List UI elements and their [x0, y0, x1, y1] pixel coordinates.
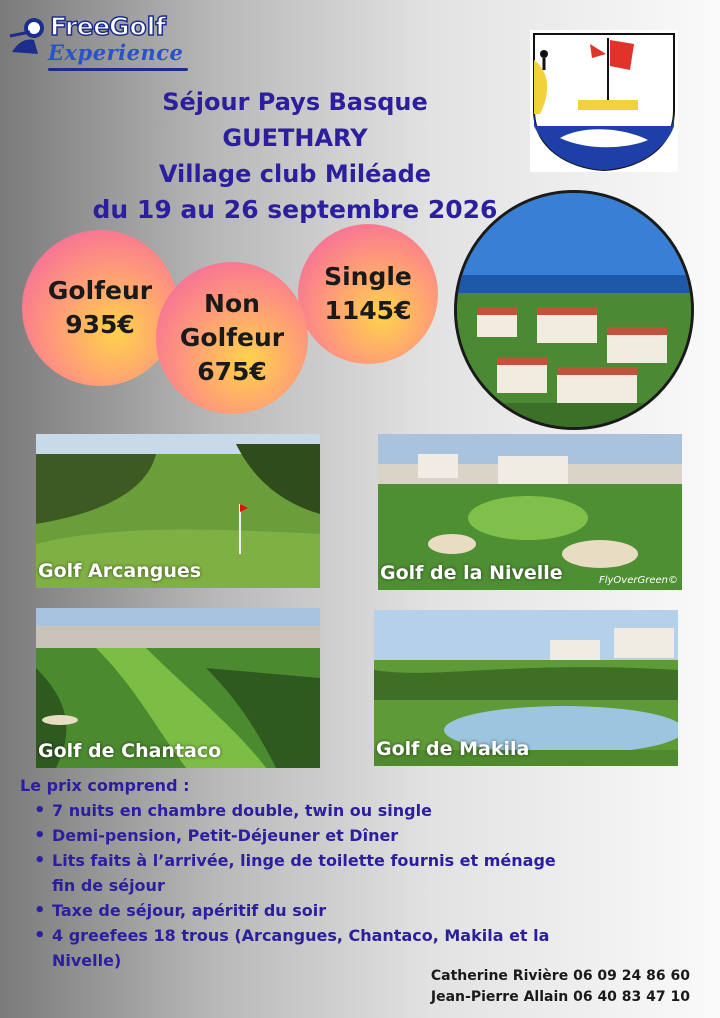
- list-item: • Demi-pension, Petit-Déjeuner et Dîner: [32, 823, 580, 848]
- includes-list: [32, 798, 580, 973]
- price-non-golfeur-value: 675€: [197, 357, 267, 386]
- includes-title: Le prix comprend :: [20, 776, 190, 795]
- list-item: • Lits faits à l’arrivée, linge de toilette fournis et ménage fin de séjour: [32, 848, 580, 898]
- price-golfeur-label: Golfeur: [47, 276, 153, 305]
- contact-jean-pierre: Jean-Pierre Allain 06 40 83 47 10: [430, 989, 690, 1005]
- contacts: [431, 966, 690, 1008]
- price-single-value: 1145€: [324, 296, 412, 325]
- price-single-label: Single: [324, 262, 412, 291]
- title-town: GUETHARY: [222, 124, 368, 152]
- trip-title: [60, 84, 530, 228]
- price-golfeur-value: 935€: [65, 310, 135, 339]
- list-item: • 4 greefees 18 trous (Arcangues, Chantaco, Makila et la Nivelle): [32, 923, 580, 973]
- golf-arcangues-photo: [36, 434, 320, 588]
- logo-word-golf: Golf: [109, 12, 167, 41]
- title-dates: du 19 au 26 septembre 2026: [92, 195, 498, 224]
- golf-chantaco-label: Golf de Chantaco: [38, 740, 222, 762]
- golf-arcangues-label: Golf Arcangues: [38, 560, 202, 582]
- guethary-coat-of-arms: [530, 30, 678, 172]
- golfer-icon: [8, 14, 50, 56]
- title-village: Village club Miléade: [158, 160, 432, 188]
- logo-underline: [48, 68, 188, 71]
- logo-word-experience: Experience: [48, 40, 184, 65]
- list-item: • Taxe de séjour, apéritif du soir: [32, 898, 580, 923]
- logo-word-free: Free: [50, 12, 110, 41]
- price-non-golfeur-label-1: Non: [204, 289, 260, 318]
- golf-makila-photo: [374, 610, 678, 766]
- price-non-golfeur: [156, 262, 308, 414]
- golf-makila-label: Golf de Makila: [376, 738, 530, 760]
- price-single: [298, 224, 438, 364]
- freegolf-logo: [8, 10, 198, 72]
- golf-chantaco-photo: [36, 608, 320, 768]
- golf-nivelle-photo: [378, 434, 682, 590]
- golf-nivelle-label: Golf de la Nivelle: [380, 562, 563, 584]
- title-region: Séjour Pays Basque: [162, 88, 428, 116]
- photo-credit: FlyOverGreen©: [598, 575, 678, 586]
- price-golfeur: [22, 230, 178, 386]
- contact-catherine: Catherine Rivière 06 09 24 86 60: [430, 968, 690, 984]
- village-club-photo: [454, 190, 694, 430]
- price-non-golfeur-label-2: Golfeur: [179, 323, 285, 352]
- price-includes: [20, 774, 580, 973]
- list-item: • 7 nuits en chambre double, twin ou single: [32, 798, 580, 823]
